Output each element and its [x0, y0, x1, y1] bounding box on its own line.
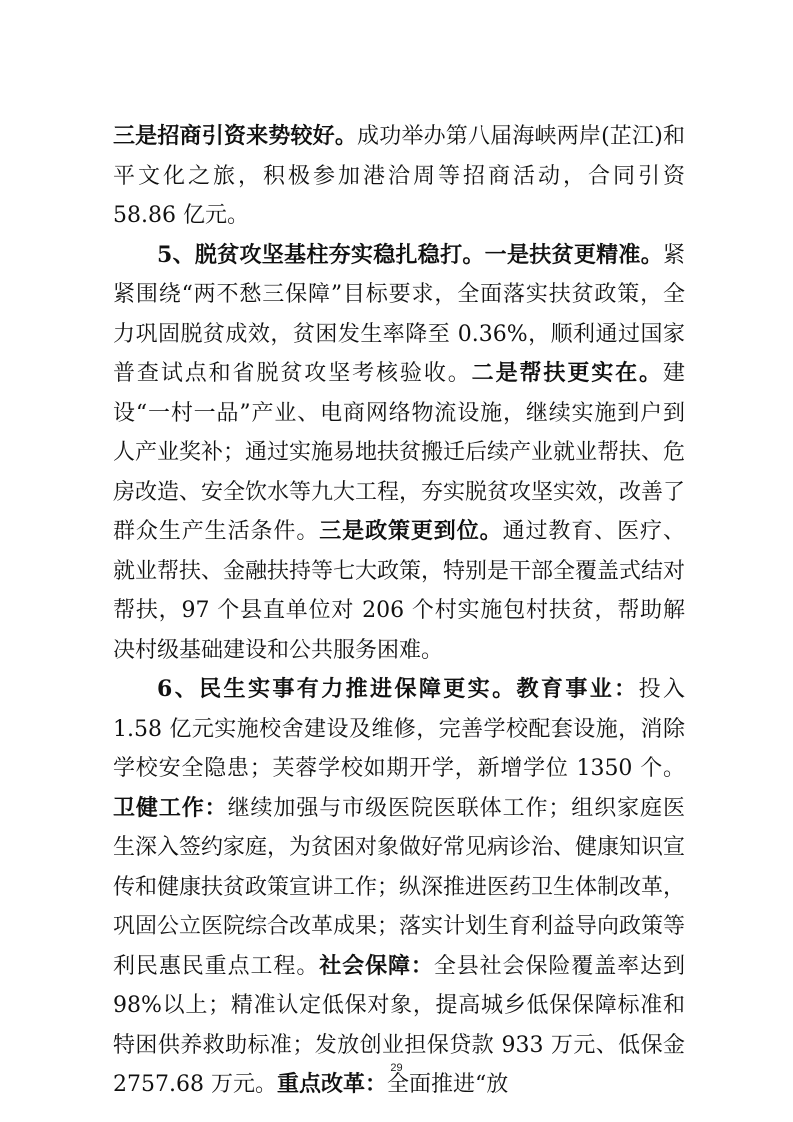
paragraph-investment	[113, 117, 685, 236]
document-body	[113, 117, 685, 1105]
paragraph-text: 投入 1.58 亿元实施校舍建设及维修，完善学校配套设施，消除学校安全隐患；芙蓉学校如期开学，新增学位 1350 个。	[113, 677, 685, 781]
paragraph-text: 全面推进“放	[387, 1072, 509, 1097]
subheading-social-security: 社会保障：	[319, 952, 434, 979]
heading-investment: 三是招商引资来势较好。	[113, 123, 358, 149]
subheading-key-reform: 重点改革：	[276, 1071, 387, 1097]
paragraph-text: 全县社会保险覆盖率达到 98%以上；精准认定低保对象，提高城乡低保保障标准和特困供养救助标准；发放创业担保贷款 933 万元、低保金 2757.68 万元。	[113, 953, 685, 1097]
paragraph-text: 建设“一村一品”产业、电商网络物流设施，继续实施到户到人产业奖补；通过实施易地扶贫搬迁后续产业就业帮扶、危房改造、安全饮水等九大工程，夯实脱贫攻坚实效，改善了群众生产生活条件。	[113, 361, 686, 544]
paragraph-text: 继续加强与市级医院医联体工作；组织家庭医生深入签约家庭，为贫困对象做好常见病诊治、健康知识宣传和健康扶贫政策宣讲工作；纵深推进医药卫生体制改革，巩固公立医院综合改革成果；落实计划生育利益导向政策等利民惠民重点工程。	[113, 795, 686, 979]
subheading-health: 卫健工作：	[113, 794, 228, 821]
page-number: 29	[390, 1062, 403, 1074]
paragraph-text: 紧紧围绕“两不愁三保障”目标要求，全面落实扶贫政策，全力巩固脱贫成效，贫困发生率降至 0.36%，顺利通过国家普查试点和省脱贫攻坚考核验收。	[113, 242, 685, 386]
heading-poverty-alleviation: 5、脱贫攻坚基柱夯实稳扎稳打。一是扶贫更精准。	[157, 241, 663, 268]
subheading-assistance: 二是帮扶更实在。	[471, 360, 663, 386]
heading-livelihood-education: 6、民生实事有力推进保障更实。教育事业：	[157, 676, 639, 702]
paragraph-text: 通过教育、医疗、就业帮扶、金融扶持等七大政策，特别是干部全覆盖式结对帮扶，97 个县直单位对 206 个村实施包村扶贫，帮助解决村级基础建设和公共服务困难。	[113, 519, 686, 663]
paragraph-text: 成功举办第八届海峡两岸(芷江)和平文化之旅，积极参加港洽周等招商活动，合同引资 58.86 亿元。	[113, 124, 685, 228]
paragraph-livelihood	[113, 670, 685, 1105]
subheading-policy: 三是政策更到位。	[319, 518, 503, 544]
paragraph-poverty-alleviation	[113, 236, 685, 671]
